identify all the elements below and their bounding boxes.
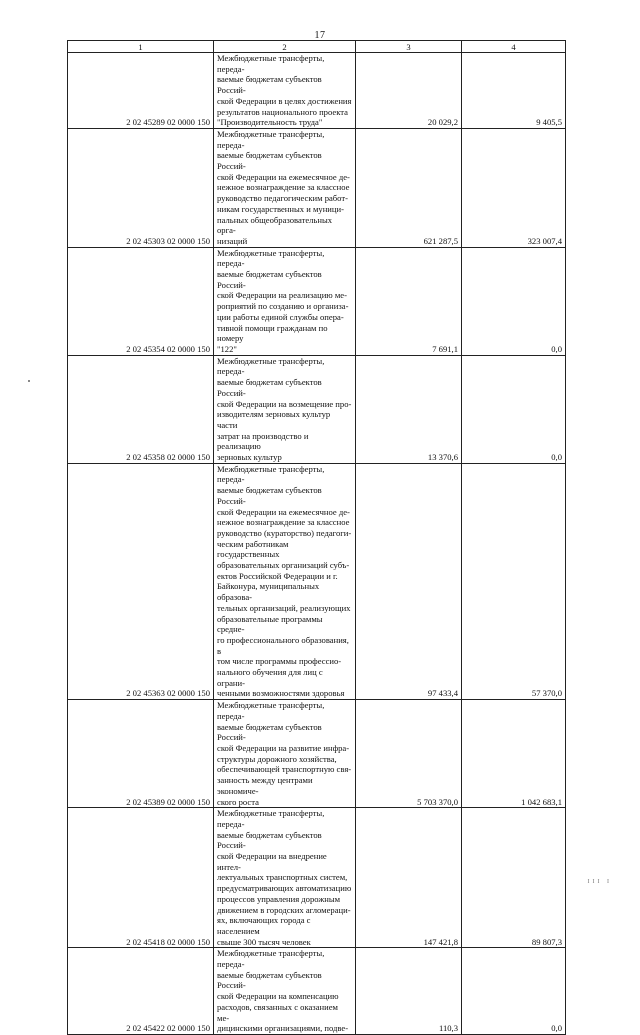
amount-col-3: 13 370,6 xyxy=(356,355,462,463)
header-col-2: 2 xyxy=(214,41,356,53)
amount-col-4: 9 405,5 xyxy=(462,53,566,129)
amount-col-4: 0,0 xyxy=(462,247,566,355)
table-row xyxy=(68,53,566,129)
amount-col-4: 0,0 xyxy=(462,948,566,1035)
budget-table xyxy=(67,40,566,1035)
table-row xyxy=(68,700,566,808)
amount-col-4: 0,0 xyxy=(462,355,566,463)
page-number: 17 xyxy=(314,30,326,41)
table-row xyxy=(68,355,566,463)
amount-col-4: 323 007,4 xyxy=(462,128,566,247)
row-description: Межбюджетные трансферты, переда- ваемые бюджетам субъектов Россий- ской Федерации на развитие инфра- структуры дорожного хозяйства, обеспечивающей транспортную свя- занность между центрами экономиче- ского роста xyxy=(214,700,356,808)
amount-col-3: 110,3 xyxy=(356,948,462,1035)
budget-code: 2 02 45363 02 0000 150 xyxy=(68,463,214,699)
row-description: Межбюджетные трансферты, переда- ваемые бюджетам субъектов Россий- ской Федерации на компенсацию расходов, связанных с оказанием ме- дицинскими организациями, подве- xyxy=(214,948,356,1035)
amount-col-3: 97 433,4 xyxy=(356,463,462,699)
budget-code: 2 02 45418 02 0000 150 xyxy=(68,808,214,948)
table-row xyxy=(68,948,566,1035)
amount-col-3: 7 691,1 xyxy=(356,247,462,355)
table-row xyxy=(68,808,566,948)
table-row xyxy=(68,128,566,247)
budget-code: 2 02 45303 02 0000 150 xyxy=(68,128,214,247)
row-description: Межбюджетные трансферты, переда- ваемые бюджетам субъектов Россий- ской Федерации на внедрение интел- лектуальных транспортных систем, предусматривающих автоматизацию процессов управления дорожным движением в городских агломераци- ях, включающих города с населением свыше 300 тысяч человек xyxy=(214,808,356,948)
row-description: Межбюджетные трансферты, переда- ваемые бюджетам субъектов Россий- ской Федерации на реализацию ме- роприятий по созданию и организа- ции работы единой службы опера- тивной помощи гражданам по номеру "122" xyxy=(214,247,356,355)
row-description: Межбюджетные трансферты, переда- ваемые бюджетам субъектов Россий- ской Федерации на ежемесячное де- нежное вознаграждение за классное руководство (кураторство) педагоги- ческим работникам государственных образовательных организаций субъ- ектов Российской Федерации и г. Байконура, муниципальных образова- тельных организаций, реализующих образовательные программы средне- го профессионального образования, в том числе программы профессио- нального обучения для лиц с ограни- ченными возможностями здоровья xyxy=(214,463,356,699)
amount-col-3: 147 421,8 xyxy=(356,808,462,948)
amount-col-4: 57 370,0 xyxy=(462,463,566,699)
header-row xyxy=(68,41,566,53)
row-description: Межбюджетные трансферты, переда- ваемые бюджетам субъектов Россий- ской Федерации на ежемесячное де- нежное вознаграждение за классное руководство педагогическим работ- никам государственных и муници- пальных общеобразовательных орга- низаций xyxy=(214,128,356,247)
budget-code: 2 02 45289 02 0000 150 xyxy=(68,53,214,129)
amount-col-3: 20 029,2 xyxy=(356,53,462,129)
header-col-1: 1 xyxy=(68,41,214,53)
header-col-3: 3 xyxy=(356,41,462,53)
table-row xyxy=(68,463,566,699)
amount-col-3: 5 703 370,0 xyxy=(356,700,462,808)
footer-mark: III I xyxy=(587,879,612,885)
budget-code: 2 02 45422 02 0000 150 xyxy=(68,948,214,1035)
table-row xyxy=(68,247,566,355)
scan-speck xyxy=(28,380,30,382)
budget-code: 2 02 45354 02 0000 150 xyxy=(68,247,214,355)
row-description: Межбюджетные трансферты, переда- ваемые бюджетам субъектов Россий- ской Федерации на возмещение про- изводителям зерновых культур части затрат на производство и реализацию зерновых культур xyxy=(214,355,356,463)
budget-code: 2 02 45358 02 0000 150 xyxy=(68,355,214,463)
header-col-4: 4 xyxy=(462,41,566,53)
row-description: Межбюджетные трансферты, переда- ваемые бюджетам субъектов Россий- ской Федерации в целях достижения результатов национального проекта "Производительность труда" xyxy=(214,53,356,129)
budget-code: 2 02 45389 02 0000 150 xyxy=(68,700,214,808)
amount-col-3: 621 287,5 xyxy=(356,128,462,247)
amount-col-4: 89 807,3 xyxy=(462,808,566,948)
amount-col-4: 1 042 683,1 xyxy=(462,700,566,808)
